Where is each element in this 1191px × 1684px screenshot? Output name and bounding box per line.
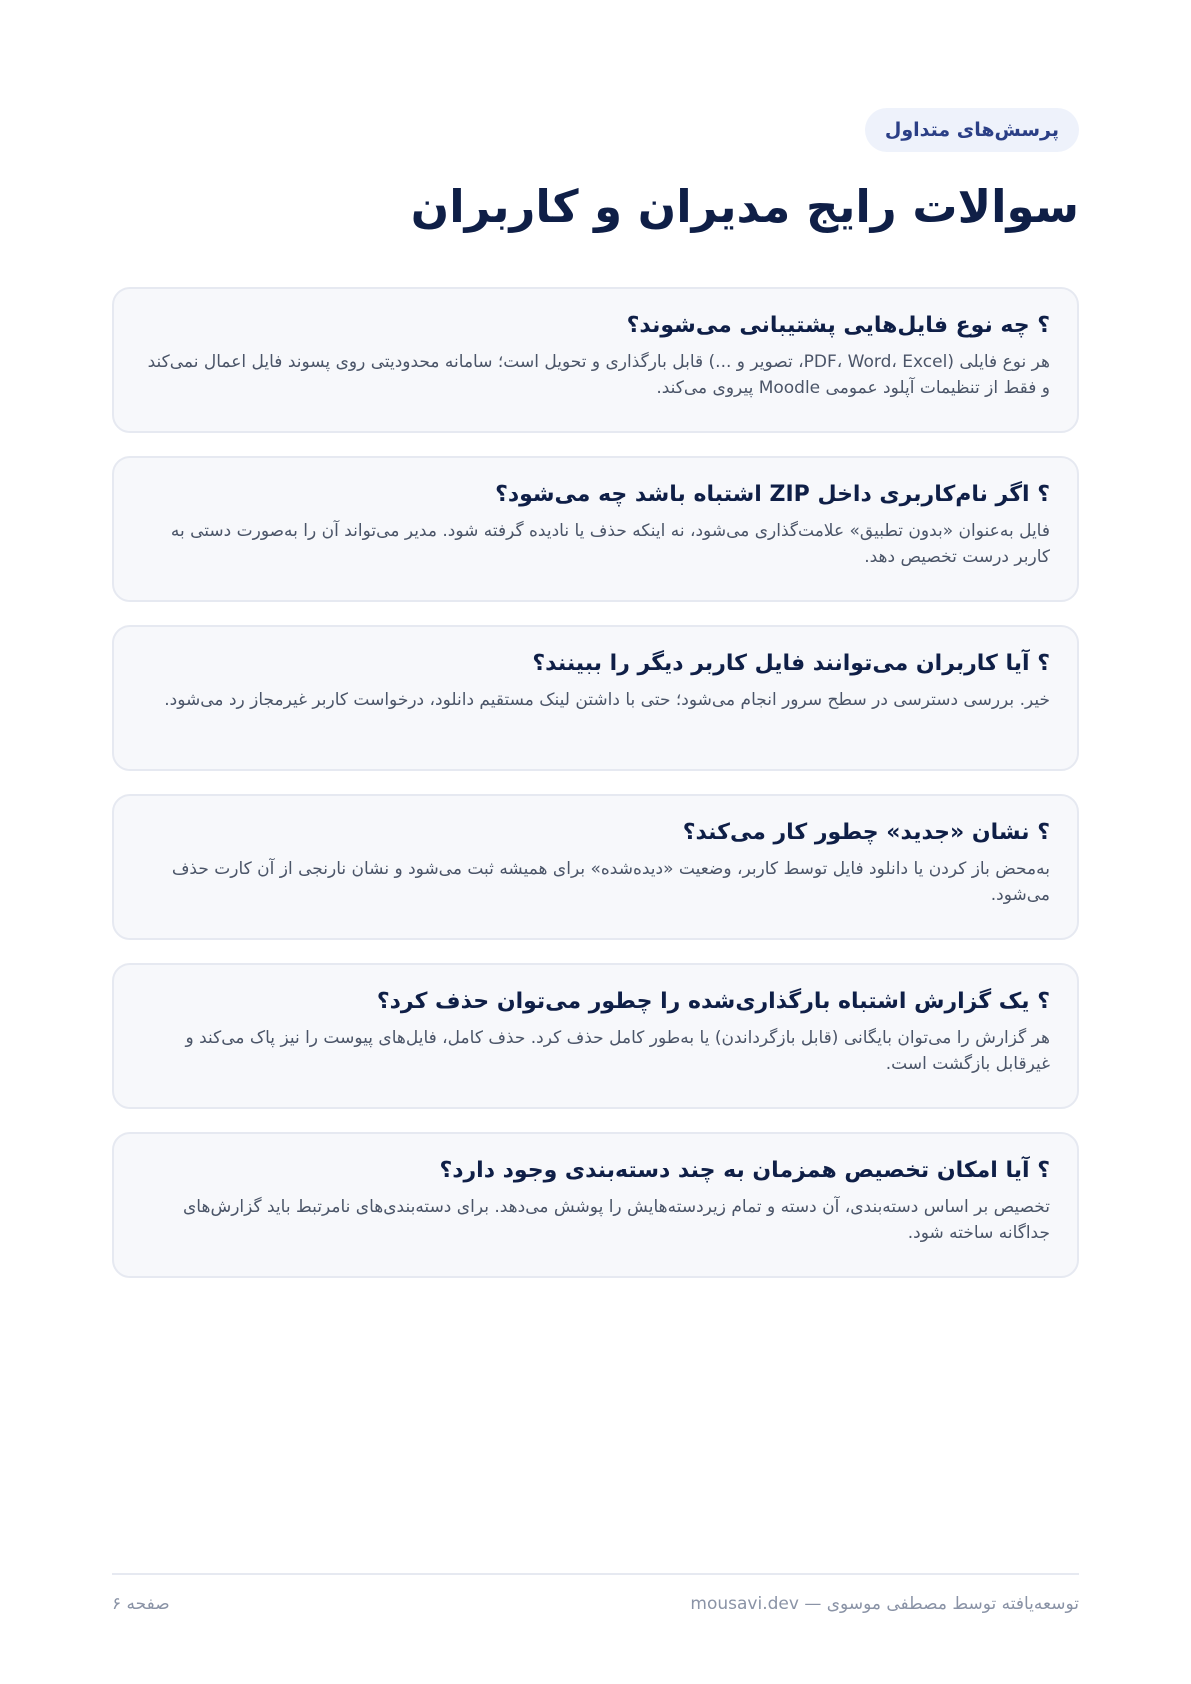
- faq-answer: خیر. بررسی دسترسی در سطح سرور انجام می‌شود؛ حتی با داشتن لینک مستقیم دانلود، درخواست کاربر غیرمجاز رد می‌شود.: [164, 690, 1050, 710]
- faq-item: [112, 456, 1079, 602]
- faq-question: ؟ آیا امکان تخصیص همزمان به چند دسته‌بندی وجود دارد؟: [439, 1158, 1050, 1183]
- faq-answer: هر گزارش را می‌توان بایگانی (قابل بازگرداندن) یا به‌طور کامل حذف کرد. حذف کامل، فایل‌های پیوست را نیز پاک می‌کند و غیرقابل بازگشت است.: [185, 1028, 1050, 1074]
- faq-question: ؟ اگر نام‌کاربری داخل ZIP اشتباه باشد چه می‌شود؟: [495, 482, 1050, 507]
- faq-question: ؟ آیا کاربران می‌توانند فایل کاربر دیگر را ببینند؟: [532, 651, 1050, 676]
- section-badge: پرسش‌های متداول: [865, 108, 1079, 152]
- footer-credit: توسعه‌یافته توسط مصطفی موسوی — mousavi.dev: [690, 1594, 1079, 1614]
- faq-item: [112, 625, 1079, 771]
- faq-item: [112, 963, 1079, 1109]
- page-footer: [112, 1573, 1079, 1617]
- faq-answer: به‌محض باز کردن یا دانلود فایل توسط کاربر، وضعیت «دیده‌شده» برای همیشه ثبت می‌شود و نشان نارنجی از آن کارت حذف می‌شود.: [171, 859, 1050, 905]
- faq-answer: هر نوع فایلی (PDF، Word، Excel، تصویر و ...) قابل بارگذاری و تحویل است؛ سامانه محدودیتی روی پسوند فایل اعمال نمی‌کند و فقط از تنظیمات آپلود عمومی Moodle پیروی می‌کند.: [147, 352, 1050, 398]
- faq-item: [112, 1132, 1079, 1278]
- faq-answer: فایل به‌عنوان «بدون تطبیق» علامت‌گذاری می‌شود، نه اینکه حذف یا نادیده گرفته شود. مدیر می‌تواند آن را به‌صورت دستی به کاربر درست تخصیص دهد.: [170, 521, 1050, 567]
- faq-question: ؟ یک گزارش اشتباه بارگذاری‌شده را چطور می‌توان حذف کرد؟: [376, 989, 1050, 1014]
- faq-list: [112, 287, 1079, 1301]
- faq-question: ؟ چه نوع فایل‌هایی پشتیبانی می‌شوند؟: [626, 313, 1050, 338]
- faq-page: [112, 0, 1079, 1684]
- page-number: صفحه ۶: [112, 1594, 170, 1614]
- faq-item: [112, 287, 1079, 433]
- faq-item: [112, 794, 1079, 940]
- faq-answer: تخصیص بر اساس دسته‌بندی، آن دسته و تمام زیردسته‌هایش را پوشش می‌دهد. برای دسته‌بندی‌های نامرتبط باید گزارش‌های جداگانه ساخته شود.: [183, 1197, 1050, 1243]
- faq-question: ؟ نشان «جدید» چطور کار می‌کند؟: [682, 820, 1050, 845]
- page-title: سوالات رایج مدیران و کاربران: [410, 180, 1079, 233]
